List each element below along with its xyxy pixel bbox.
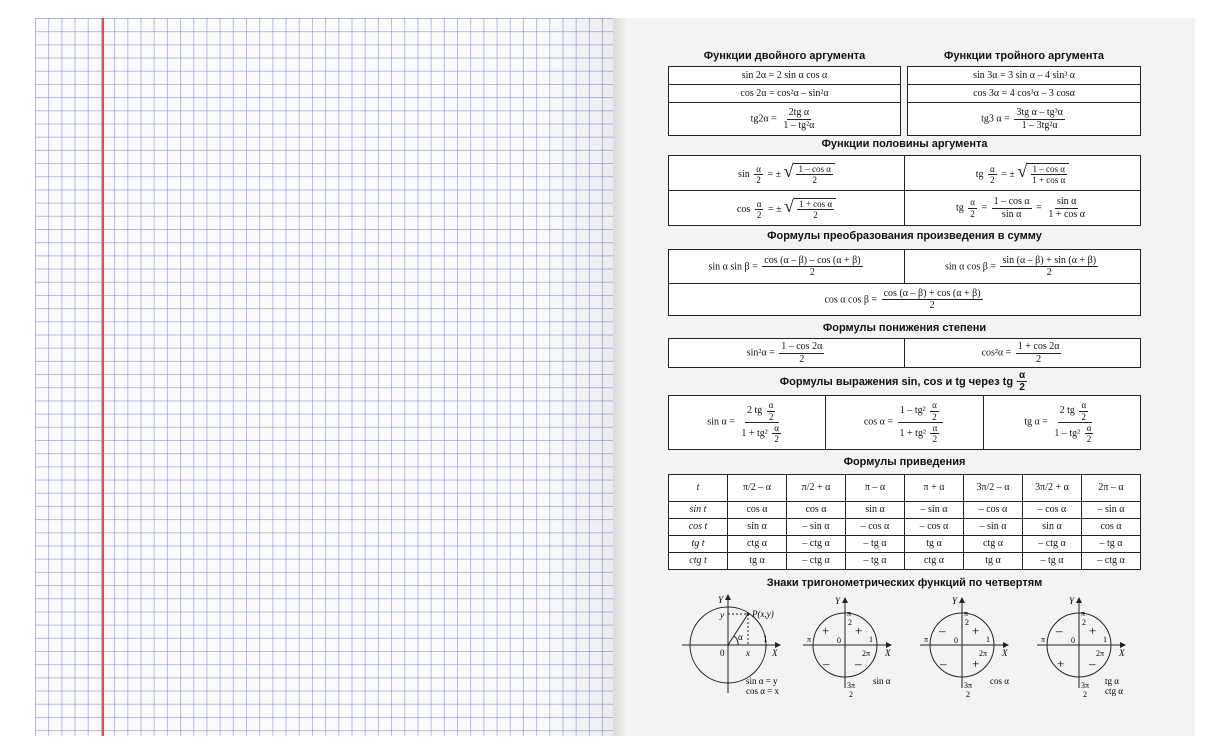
- alpha-half: [1085, 423, 1094, 445]
- fraction-numerator: cos (α – β) – cos (α + β): [764, 254, 861, 266]
- power-reduction-title: Формулы понижения степени: [822, 322, 987, 334]
- point-p: [747, 613, 750, 616]
- formula-lhs: sin α sin β =: [708, 260, 758, 272]
- double-tg-lhs: tg2α =: [750, 113, 777, 125]
- table-cell: – sin α: [964, 519, 1023, 536]
- fraction-denominator: 2: [1019, 382, 1025, 393]
- alpha-half: [930, 400, 939, 422]
- denominator-text: 1 + tg²: [899, 428, 926, 440]
- three-pi-num: 3π: [847, 681, 856, 690]
- fraction-numerator: α: [756, 163, 761, 174]
- fraction-denominator: 2: [929, 300, 935, 311]
- fraction-numerator: [1058, 400, 1093, 423]
- quadrant-4-sign: +: [972, 656, 980, 671]
- fraction-numerator: 1 – cos 2α: [781, 341, 823, 352]
- fraction-numerator: 1 – cos α: [1032, 163, 1065, 174]
- product-sin-sin: [669, 250, 905, 284]
- half-cos-sign: = ±: [767, 203, 782, 215]
- formula-lhs: cos²α =: [981, 347, 1012, 359]
- page-fold-shadow: [540, 18, 613, 736]
- axis-label-y: Y: [718, 595, 724, 605]
- fraction-numerator: cos (α – β) + cos (α + β): [883, 287, 981, 299]
- quadrant-1-sign: +: [972, 623, 980, 638]
- fraction-denominator: 2: [932, 411, 937, 422]
- one-label: 1: [869, 635, 873, 644]
- via-tg-title-text: Формулы выражения sin, cos и tg через tg: [779, 375, 1014, 388]
- pi-half-num: π: [964, 609, 969, 618]
- fraction-numerator: [898, 400, 943, 423]
- table-cell: ctg α: [728, 536, 787, 553]
- via-tg-table: [668, 395, 1141, 450]
- table-cell: sin α: [1023, 519, 1082, 536]
- unit-circle-diagram: [682, 595, 780, 696]
- table-cell: tg t: [669, 536, 728, 553]
- quadrant-2-sign: –: [1056, 623, 1063, 638]
- tg-ctg-signs-diagram: [1037, 596, 1125, 699]
- quadrant-4-sign: –: [855, 656, 862, 671]
- equals-sign: =: [1036, 202, 1042, 214]
- table-row: [669, 536, 1141, 553]
- fraction-denominator: 2: [970, 208, 975, 219]
- reduction-header: 3π/2 – α: [964, 475, 1023, 502]
- fraction-numerator: sin α: [1056, 196, 1077, 207]
- pi-half-den: 2: [965, 618, 969, 627]
- table-cell: cos α: [1082, 519, 1141, 536]
- table-cell: ctg t: [669, 553, 728, 570]
- three-pi-den: 2: [1083, 690, 1087, 699]
- double-tg: [669, 103, 901, 136]
- denominator-text: 1 + tg²: [741, 428, 768, 440]
- axis-label-y: Y: [952, 596, 958, 606]
- fraction-numerator: 1 – cos α: [798, 163, 831, 174]
- fraction-numerator: 2tg α: [788, 107, 810, 118]
- power-sin: [669, 339, 905, 368]
- sqrt-sign: √: [1017, 160, 1028, 181]
- origin-label: 0: [1071, 636, 1075, 645]
- two-pi-label: 2π: [862, 649, 871, 658]
- fraction-numerator: α: [774, 423, 780, 433]
- half-tg2-lhs: tg: [955, 202, 964, 214]
- fraction-numerator: 3tg α – tg³α: [1016, 107, 1063, 118]
- via-tg-title-fraction: [1017, 370, 1027, 393]
- table-cell: – cos α: [1023, 502, 1082, 519]
- alpha-half: [930, 423, 939, 445]
- origin-label: 0: [837, 636, 841, 645]
- triple-cos: cos 3α = 4 cos³α – 3 cosα: [908, 85, 1141, 103]
- half-sin: [669, 156, 905, 191]
- fraction-denominator: 2: [774, 434, 779, 445]
- half-tg-lhs: tg: [975, 168, 984, 180]
- table-cell: – ctg α: [787, 536, 846, 553]
- y-value-label: y: [720, 610, 724, 620]
- table-cell: sin α: [846, 502, 905, 519]
- pi-half-den: 2: [1082, 618, 1086, 627]
- fraction-denominator: 2: [1036, 353, 1042, 365]
- table-cell: – sin α: [1082, 502, 1141, 519]
- reduction-table: [668, 474, 1141, 570]
- table-row: [669, 502, 1141, 519]
- power-sin-fraction: [779, 341, 824, 365]
- table-cell: – sin α: [787, 519, 846, 536]
- half-tg2-fraction-1: [992, 196, 1032, 220]
- half-tg-radicand: [1027, 163, 1069, 186]
- alpha-half: [767, 400, 776, 422]
- power-reduction-table: [668, 338, 1141, 368]
- two-pi-label: 2π: [1096, 649, 1105, 658]
- via-tg-sin-fraction: [739, 400, 785, 444]
- reduction-header: 2π – α: [1082, 475, 1141, 502]
- alpha-half: [772, 423, 781, 445]
- one-label: 1: [986, 635, 990, 644]
- fraction-numerator: α: [768, 400, 774, 411]
- via-tg-title: [668, 370, 1141, 393]
- reduction-title: Формулы приведения: [843, 456, 966, 468]
- sin-signs-diagram: [803, 596, 891, 699]
- axis-label-y: Y: [835, 596, 841, 606]
- table-row: [669, 553, 1141, 570]
- fraction-numerator: [745, 400, 780, 423]
- fraction-denominator: 2: [1081, 411, 1087, 422]
- table-cell: – ctg α: [1082, 553, 1141, 570]
- table-cell: – sin α: [905, 502, 964, 519]
- half-tg-sign: = ±: [1001, 168, 1015, 180]
- triple-argument-title: Функции тройного аргумента: [944, 50, 1104, 62]
- denominator-text: 1 – tg²: [1054, 428, 1081, 440]
- double-tg-fraction: [781, 107, 816, 131]
- axis-label-x: X: [1119, 648, 1125, 658]
- quadrant-2-sign: +: [822, 623, 830, 638]
- numerator-text: 1 – tg²: [899, 405, 926, 417]
- triple-tg-lhs: tg3 α =: [981, 113, 1010, 125]
- fraction-numerator: α: [1081, 400, 1087, 411]
- radicand-fraction: [796, 164, 832, 186]
- table-cell: – ctg α: [787, 553, 846, 570]
- cos-definition: cos α = x: [746, 686, 780, 696]
- half-tg-alpha-fraction: [988, 164, 997, 186]
- half-tg2-alpha-fraction: [968, 197, 977, 219]
- via-tg-cos-fraction: [898, 400, 944, 444]
- table-cell: tg α: [905, 536, 964, 553]
- quadrant-1-sign: +: [855, 623, 863, 638]
- three-pi-den: 2: [849, 690, 853, 699]
- quadrant-2-sign: –: [939, 623, 946, 638]
- fraction-numerator: α: [989, 163, 995, 174]
- fraction-numerator: 1 + cos α: [799, 198, 833, 209]
- reduction-header: π + α: [905, 475, 964, 502]
- signs-title: Знаки тригонометрических функций по четвертям: [766, 577, 1043, 589]
- alpha-half: [1079, 400, 1088, 422]
- triple-tg-fraction: [1014, 107, 1065, 131]
- quadrant-1-sign: +: [1089, 623, 1097, 638]
- pi-label: π: [807, 635, 812, 644]
- one-label: 1: [763, 634, 768, 644]
- fraction-denominator: 2: [768, 411, 774, 422]
- fraction-denominator: 2: [799, 353, 805, 365]
- table-cell: sin α: [728, 519, 787, 536]
- pi-half-den: 2: [848, 618, 852, 627]
- axis-label-y: Y: [1069, 596, 1075, 606]
- table-cell: – cos α: [905, 519, 964, 536]
- table-cell: cos α: [787, 502, 846, 519]
- axis-label-x: X: [772, 648, 778, 658]
- fraction-denominator: 1 + cos α: [1032, 174, 1066, 185]
- reduction-header: t: [669, 475, 728, 502]
- table-cell: cos t: [669, 519, 728, 536]
- axis-label-x: X: [1002, 648, 1008, 658]
- table-cell: ctg α: [905, 553, 964, 570]
- via-tg-tg: [983, 396, 1140, 450]
- point-p-label: P(x,y): [752, 609, 774, 619]
- fraction-denominator: 2: [809, 267, 815, 278]
- formula-lhs: sin²α =: [746, 347, 775, 359]
- half-argument-table: [668, 155, 1141, 226]
- table-cell: – tg α: [846, 536, 905, 553]
- pi-half-num: π: [1081, 609, 1086, 618]
- radicand-fraction: [1030, 164, 1067, 186]
- function-label: cos α: [990, 676, 1009, 686]
- table-cell: ctg α: [964, 536, 1023, 553]
- half-tg: [905, 156, 1141, 191]
- via-tg-sin: [669, 396, 826, 450]
- product-to-sum-title: Формулы преобразования произведения в сумму: [767, 230, 1042, 242]
- fraction-numerator: α: [1086, 423, 1092, 433]
- power-cos: [905, 339, 1141, 368]
- reduction-header: π/2 – α: [728, 475, 787, 502]
- half-argument-title: Функции половины аргумента: [821, 138, 988, 150]
- fraction-denominator: [739, 423, 785, 445]
- origin-label: 0: [954, 636, 958, 645]
- product-cos-cos: [669, 284, 1141, 316]
- half-cos: [669, 191, 905, 226]
- half-sin-lhs: sin: [738, 168, 750, 180]
- red-margin-line: [102, 18, 104, 736]
- pi-label: π: [1041, 635, 1046, 644]
- via-tg-tg-fraction: [1052, 400, 1097, 444]
- half-sin-alpha-fraction: [754, 164, 763, 186]
- reduction-header: π – α: [846, 475, 905, 502]
- half-tg2-fraction-2: [1046, 196, 1087, 220]
- two-pi-label: 2π: [979, 649, 988, 658]
- triple-argument-table: [907, 66, 1141, 136]
- fraction-numerator: 1 + cos 2α: [1017, 341, 1060, 352]
- formula-lhs: cos α cos β =: [824, 293, 878, 305]
- axis-label-x: X: [885, 648, 891, 658]
- fraction-numerator: α: [1019, 370, 1026, 381]
- radicand-fraction: [797, 199, 834, 221]
- half-cos-radicand: [794, 198, 836, 221]
- product-cos-cos-fraction: [882, 288, 983, 312]
- cos-signs-diagram: [920, 596, 1009, 699]
- numerator-text: 2 tg: [746, 405, 763, 417]
- fraction-denominator: 2: [756, 209, 762, 220]
- formula-lhs: cos α =: [863, 416, 894, 428]
- fraction-denominator: 2: [812, 174, 817, 185]
- fraction-denominator: [1052, 423, 1097, 445]
- function-label-ctg: ctg α: [1105, 686, 1123, 696]
- table-cell: – tg α: [1082, 536, 1141, 553]
- quadrant-3-sign: +: [1057, 656, 1065, 671]
- fraction-denominator: 2: [756, 174, 761, 185]
- reduction-header: π/2 + α: [787, 475, 846, 502]
- fraction-denominator: [898, 423, 944, 445]
- table-cell: tg α: [964, 553, 1023, 570]
- function-label: sin α: [873, 676, 891, 686]
- three-pi-num: 3π: [964, 681, 973, 690]
- double-sin: sin 2α = 2 sin α cos α: [669, 67, 901, 85]
- triple-sin: sin 3α = 3 sin α – 4 sin³ α: [908, 67, 1141, 85]
- via-tg-cos: [826, 396, 983, 450]
- three-pi-num: 3π: [1081, 681, 1090, 690]
- sin-definition: sin α = y: [746, 676, 778, 686]
- three-pi-den: 2: [966, 690, 970, 699]
- reduction-header: 3π/2 + α: [1023, 475, 1082, 502]
- table-cell: – tg α: [846, 553, 905, 570]
- quadrant-3-sign: –: [823, 656, 830, 671]
- half-cos-alpha-fraction: [755, 199, 764, 221]
- sqrt-sign: √: [784, 195, 795, 216]
- fraction-numerator: α: [970, 197, 975, 208]
- pi-label: π: [924, 635, 929, 644]
- fraction-denominator: 2: [932, 434, 938, 445]
- fraction-denominator: 2: [813, 209, 818, 220]
- product-sin-cos: [905, 250, 1141, 284]
- table-row: [669, 519, 1141, 536]
- table-cell: – cos α: [846, 519, 905, 536]
- origin-label: 0: [720, 648, 725, 658]
- product-to-sum-table: [668, 249, 1141, 316]
- fraction-denominator: 1 + cos α: [1048, 208, 1086, 220]
- quadrant-diagrams: [668, 590, 1148, 710]
- formula-lhs: tg α =: [1024, 416, 1048, 428]
- binding-shadow: [613, 18, 627, 736]
- fraction-denominator: 2: [1086, 434, 1092, 445]
- triple-tg: [908, 103, 1141, 136]
- table-cell: – cos α: [964, 502, 1023, 519]
- double-argument-title: Функции двойного аргумента: [703, 50, 866, 62]
- table-cell: – tg α: [1023, 553, 1082, 570]
- fraction-numerator: 1 – cos α: [993, 196, 1030, 207]
- sqrt-sign: √: [783, 160, 794, 181]
- fraction-denominator: 1 – 3tg²α: [1021, 119, 1058, 131]
- formula-lhs: sin α cos β =: [944, 260, 996, 272]
- table-cell: cos α: [728, 502, 787, 519]
- table-cell: tg α: [728, 553, 787, 570]
- half-sin-radicand: [793, 163, 834, 186]
- power-cos-fraction: [1016, 341, 1062, 365]
- numerator-text: 2 tg: [1059, 405, 1075, 417]
- pi-half-num: π: [847, 609, 852, 618]
- alpha-label: α: [738, 632, 743, 642]
- x-value-label: x: [746, 648, 750, 658]
- one-label: 1: [1103, 635, 1107, 644]
- half-cos-lhs: cos: [736, 203, 751, 215]
- double-cos: cos 2α = cos²α – sin²α: [669, 85, 901, 103]
- quadrant-4-sign: –: [1089, 656, 1096, 671]
- function-label-tg: tg α: [1105, 676, 1119, 686]
- fraction-denominator: sin α: [1001, 208, 1022, 220]
- double-argument-table: [668, 66, 901, 136]
- formula-lhs: sin α =: [707, 416, 735, 428]
- fraction-denominator: 2: [990, 174, 995, 185]
- quadrant-3-sign: –: [940, 656, 947, 671]
- table-cell: sin t: [669, 502, 728, 519]
- product-sin-sin-fraction: [762, 255, 862, 279]
- fraction-denominator: 1 – tg²α: [783, 119, 815, 131]
- fraction-numerator: sin (α – β) + sin (α + β): [1002, 254, 1097, 266]
- half-tg-alt: [905, 191, 1141, 226]
- equals-sign: =: [981, 202, 988, 214]
- product-sin-cos-fraction: [1000, 255, 1098, 279]
- fraction-numerator: α: [932, 423, 938, 433]
- grid-notebook-page: [35, 18, 613, 736]
- fraction-numerator: α: [756, 198, 762, 209]
- table-cell: – ctg α: [1023, 536, 1082, 553]
- half-sin-sign: = ±: [767, 168, 782, 180]
- fraction-denominator: 2: [1046, 267, 1052, 278]
- fraction-numerator: α: [932, 400, 937, 411]
